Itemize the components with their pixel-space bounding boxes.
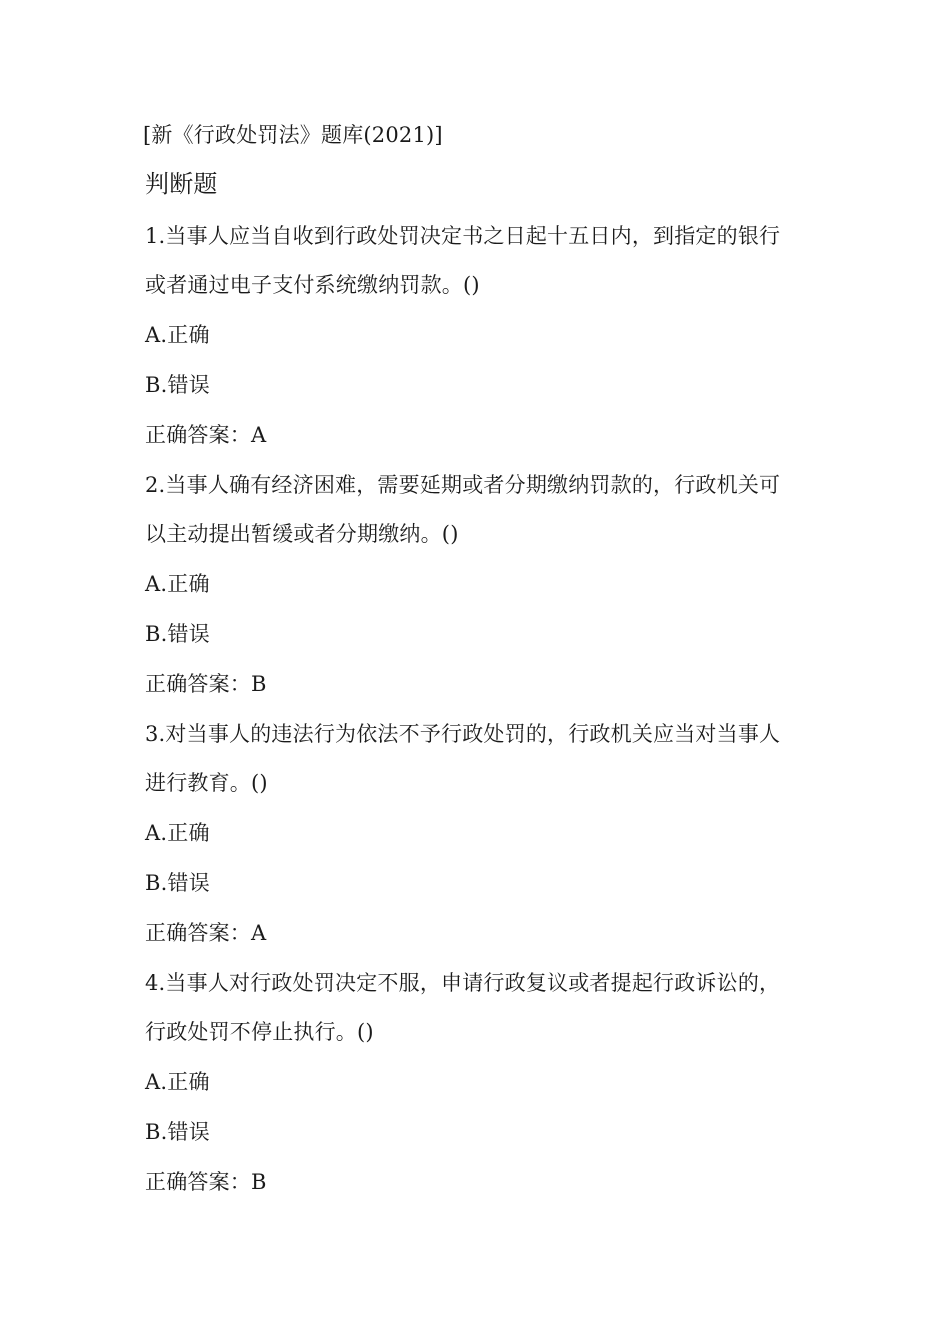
option-a: A.正确 [145,821,210,845]
option-a: A.正确 [145,323,210,347]
option-b: B.错误 [145,373,210,397]
document-title: [新《行政处罚法》题库(2021)] [143,123,443,147]
question-stem-line: 4.当事人对行政处罚决定不服，申请行政复议或者提起行政诉讼的， [145,971,781,995]
correct-answer: 正确答案：B [145,1170,267,1194]
question-stem-line: 或者通过电子支付系统缴纳罚款。() [145,273,480,297]
question-stem-line: 行政处罚不停止执行。() [145,1020,374,1044]
section-title: 判断题 [145,170,218,198]
question-stem-line: 以主动提出暂缓或者分期缴纳。() [145,522,459,546]
option-b: B.错误 [145,871,210,895]
option-a: A.正确 [145,572,210,596]
option-a: A.正确 [145,1070,210,1094]
question-stem-line: 1.当事人应当自收到行政处罚决定书之日起十五日内，到指定的银行 [145,224,781,248]
correct-answer: 正确答案：B [145,672,267,696]
correct-answer: 正确答案：A [145,921,267,945]
question-stem-line: 2.当事人确有经济困难，需要延期或者分期缴纳罚款的，行政机关可 [145,473,781,497]
question-stem-line: 3.对当事人的违法行为依法不予行政处罚的，行政机关应当对当事人 [145,722,781,746]
option-b: B.错误 [145,1120,210,1144]
correct-answer: 正确答案：A [145,423,267,447]
question-stem-line: 进行教育。() [145,771,268,795]
option-b: B.错误 [145,622,210,646]
